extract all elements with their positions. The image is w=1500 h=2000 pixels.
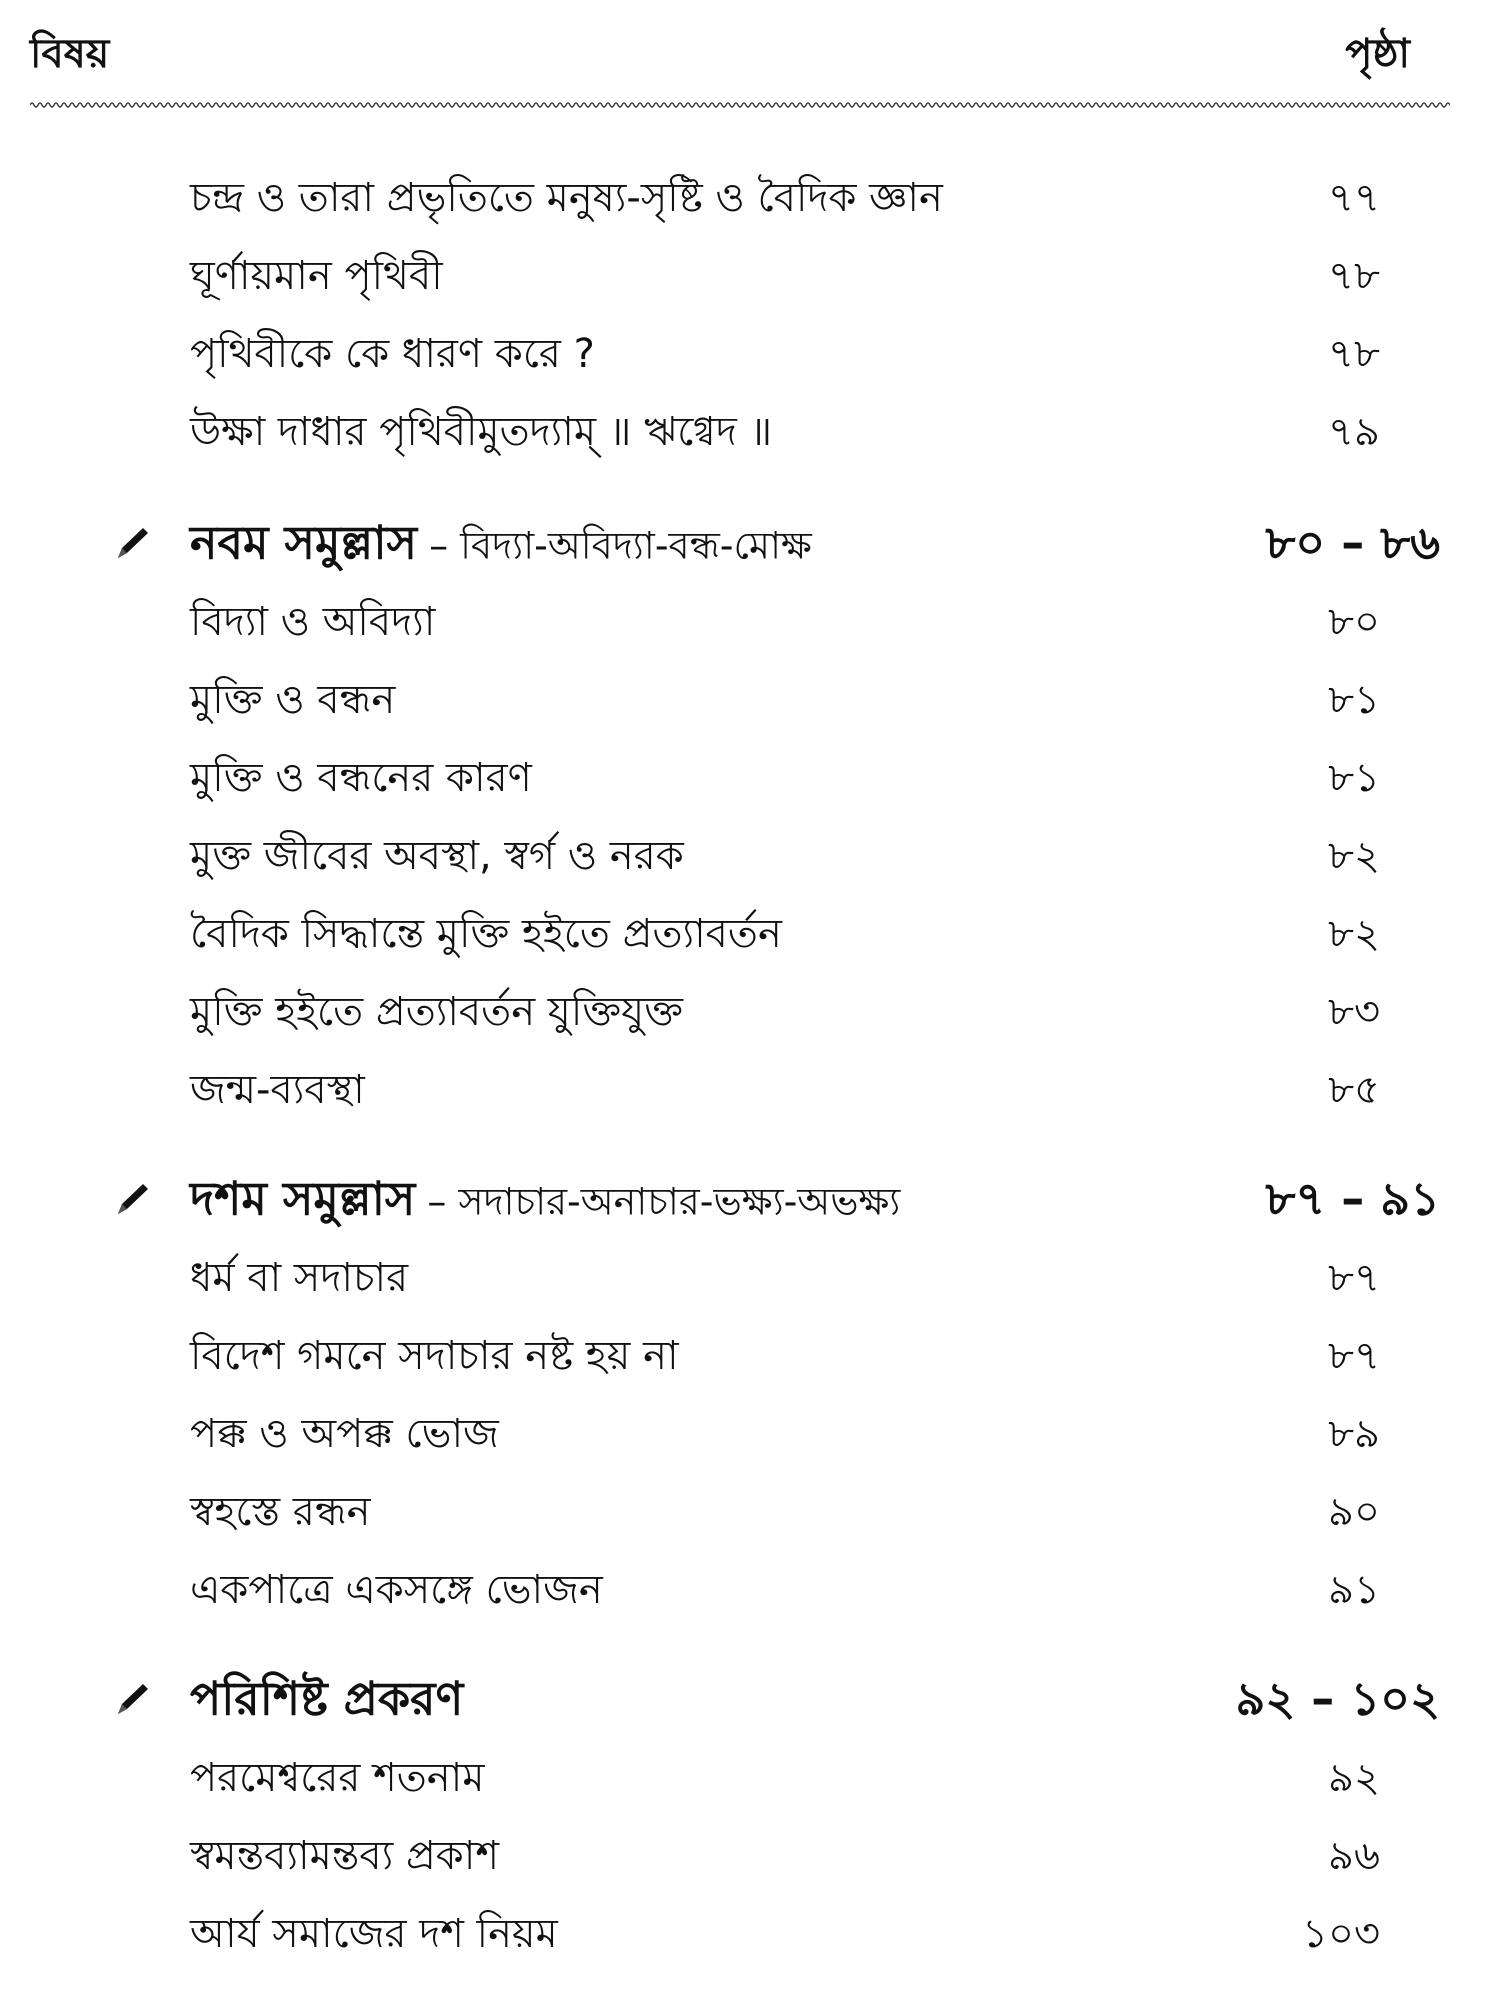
entry-title: স্বহস্তে রন্ধন [190,1489,371,1535]
entry-page-number: ১০৩ [1302,1911,1380,1957]
toc-entry [0,160,1500,236]
entry-page-number: ৭৮ [1328,331,1380,377]
entry-page-number: ৭৯ [1328,409,1380,455]
toc-entry [0,238,1500,314]
entry-page-number: ৭৭ [1327,175,1380,221]
section-name: দশম সমুল্লাস [190,1171,416,1226]
entry-title: মুক্তি ও বন্ধনের কারণ [190,755,532,801]
entry-title: একপাত্রে একসঙ্গে ভোজন [190,1567,603,1613]
entry-page-number: ৮২ [1328,911,1380,957]
toc-entry [0,740,1500,816]
entry-page-number: ৯০ [1328,1489,1380,1535]
entry-title: মুক্ত জীবের অবস্থা, স্বর্গ ও নরক [190,833,684,879]
subject-column-header: বিষয় [30,31,110,77]
entry-title: বিদেশ গমনে সদাচার নষ্ট হয় না [190,1333,679,1379]
toc-entry [0,1552,1500,1628]
toc-entry [0,1396,1500,1472]
section-heading [0,1161,1500,1237]
section-title [190,1671,463,1726]
section-page-range: ৮৭ – ৯১ [1265,1171,1440,1226]
toc-entry [0,1818,1500,1894]
toc-entry [0,1318,1500,1394]
pen-icon [112,1179,152,1219]
entry-page-number: ৮২ [1328,833,1380,879]
entry-title: স্বমন্তব্যামন্তব্য প্রকাশ [190,1833,500,1879]
entry-title: উক্ষা দাধার পৃথিবীমুতদ্যাম্ ॥ ঋগ্বেদ ॥ [190,409,773,455]
toc-entry [0,1052,1500,1128]
entry-page-number: ৮১ [1328,755,1380,801]
section-page-range: ৮০ – ৮৬ [1265,515,1440,570]
toc-entry [0,1240,1500,1316]
entry-title: পক্ক ও অপক্ক ভোজ [190,1411,499,1457]
entry-title: মুক্তি ও বন্ধন [190,677,396,723]
entry-page-number: ৮৩ [1328,989,1380,1035]
entry-title: আর্য সমাজের দশ নিয়ম [190,1911,558,1957]
toc-entry [0,662,1500,738]
section-page-range: ৯২ – ১০২ [1235,1671,1440,1726]
entry-page-number: ৮৭ [1328,1255,1380,1301]
section-heading [0,505,1500,581]
entry-title: চন্দ্র ও তারা প্রভৃতিতে মনুষ্য-সৃষ্টি ও বৈদিক জ্ঞান [190,175,943,221]
toc-entry [0,1740,1500,1816]
toc-entry [0,1896,1500,1972]
entry-title: মুক্তি হইতে প্রত্যাবর্তন যুক্তিযুক্ত [190,989,684,1035]
pen-icon [112,523,152,563]
section-name: নবম সমুল্লাস [190,515,417,570]
entry-page-number: ৮৭ [1328,1333,1380,1379]
toc-entry [0,974,1500,1050]
page-column-header: পৃষ্ঠা [1345,31,1410,77]
entry-page-number: ৮৫ [1328,1067,1380,1113]
toc-entry [0,896,1500,972]
toc-entry [0,1474,1500,1550]
section-title [190,515,812,570]
entry-title: ধর্ম বা সদাচার [190,1255,409,1301]
entry-page-number: ৮৯ [1328,1411,1380,1457]
entry-title: বিদ্যা ও অবিদ্যা [190,599,436,645]
section-title [190,1171,900,1226]
toc-entry [0,818,1500,894]
section-name: পরিশিষ্ট প্রকরণ [190,1671,464,1726]
entry-title: পৃথিবীকে কে ধারণ করে ? [190,331,595,377]
entry-page-number: ৯২ [1328,1755,1380,1801]
entry-page-number: ৭৮ [1328,253,1380,299]
toc-entry [0,316,1500,392]
entry-page-number: ৯১ [1328,1567,1380,1613]
entry-page-number: ৮০ [1328,599,1380,645]
section-subtitle: – সদাচার-অনাচার-ভক্ষ্য-অভক্ষ্য [415,1179,901,1224]
pen-icon [112,1679,152,1719]
entry-title: পরমেশ্বরের শতনাম [190,1755,485,1801]
entry-title: ঘূর্ণায়মান পৃথিবী [190,253,443,299]
toc-entry [0,584,1500,660]
toc-entry [0,394,1500,470]
entry-title: জন্ম-ব্যবস্থা [190,1067,365,1113]
section-heading [0,1661,1500,1737]
entry-page-number: ৯৬ [1328,1833,1380,1879]
section-subtitle: – বিদ্যা-অবিদ্যা-বন্ধ-মোক্ষ [417,523,812,568]
entry-title: বৈদিক সিদ্ধান্তে মুক্তি হইতে প্রত্যাবর্তন [190,911,782,957]
entry-page-number: ৮১ [1328,677,1380,723]
